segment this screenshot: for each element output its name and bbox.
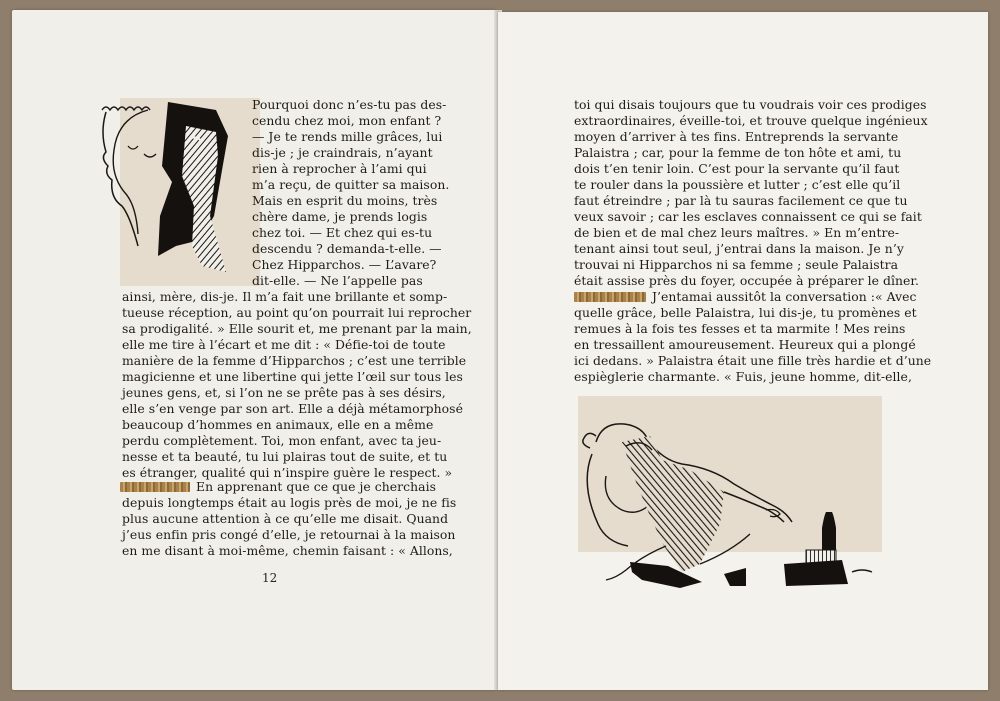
text-line: chez toi. — Et chez qui es-tu <box>252 225 433 240</box>
text-line: te rouler dans la poussière et lutter ; c’est elle qu’il <box>574 177 901 192</box>
text-line: elle me tire à l’écart et me dit : « Défie-toi de toute <box>122 337 446 352</box>
text-line: Palaistra ; car, pour la femme de ton hôte et ami, tu <box>574 145 902 160</box>
text-line: Chez Hipparchos. — L’avare? <box>252 257 437 272</box>
text-line: était assise près du foyer, occupée à préparer le dîner. <box>574 273 919 288</box>
text-line: jeunes gens, et, si l’on ne se prête pas à ses désirs, <box>122 385 446 400</box>
text-line: chère dame, je prends logis <box>252 209 428 224</box>
text-line: moyen d’arriver à tes fins. Entreprends la servante <box>574 129 899 144</box>
text-line: Pourquoi donc n’es-tu pas des- <box>252 97 447 112</box>
text-line: extraordinaires, éveille-toi, et trouve quelque ingénieux <box>574 113 928 128</box>
text-line: sa prodigalité. » Elle sourit et, me prenant par la main, <box>122 321 472 336</box>
text-line: es étranger, qualité qui n’inspire guère le respect. » <box>122 465 453 480</box>
text-line: beaucoup d’hommes en animaux, elle en a même <box>122 417 434 432</box>
text-line: ainsi, mère, dis-je. Il m’a fait une brillante et somp- <box>122 289 448 304</box>
text-line: quelle grâce, belle Palaistra, lui dis-je, tu promènes et <box>574 305 917 320</box>
text-line: veux savoir ; car les esclaves connaissent ce qui se fait <box>574 209 922 224</box>
woman-at-hearth-illustration <box>570 396 886 592</box>
text-line: en me disant à moi-même, chemin faisant : « Allons, <box>122 543 453 558</box>
text-line: de bien et de mal chez leurs maîtres. » En m’entre- <box>574 225 900 240</box>
text-line: trouvai ni Hipparchos ni sa femme ; seule Palaistra <box>574 257 899 272</box>
text-line: depuis longtemps était au logis près de moi, je ne fis <box>122 495 457 510</box>
text-line: magicienne et une libertine qui jette l’œil sur tous les <box>122 369 463 384</box>
text-line: rien à reprocher à l’ami qui <box>252 161 427 176</box>
text-line: toi qui disais toujours que tu voudrais voir ces prodiges <box>574 97 927 112</box>
gold-fleuron-right <box>574 292 646 302</box>
text-line: descendu ? demanda-t-elle. — <box>252 241 442 256</box>
text-line: faut étreindre ; par là tu sauras facilement ce que tu <box>574 193 908 208</box>
text-line: remues à la fois tes fesses et ta marmite ! Mes reins <box>574 321 906 336</box>
gold-fleuron-left <box>120 482 190 492</box>
text-line: en tressaillent amoureusement. Heureux qui a plongé <box>574 337 916 352</box>
text-line: En apprenant que ce que je cherchais <box>196 479 437 494</box>
text-line: j’eus enfin pris congé d’elle, je retournai à la maison <box>122 527 456 542</box>
text-line: perdu complètement. Toi, mon enfant, avec ta jeu- <box>122 433 442 448</box>
text-line: espièglerie charmante. « Fuis, jeune homme, dit-elle, <box>574 369 912 384</box>
text-line: ici dedans. » Palaistra était une fille très hardie et d’une <box>574 353 932 368</box>
text-line: dis-je ; je craindrais, n’ayant <box>252 145 433 160</box>
right-page <box>498 12 988 690</box>
two-faces-profile-illustration <box>98 96 260 288</box>
page-number: 12 <box>262 571 278 585</box>
text-line: cendu chez moi, mon enfant ? <box>252 113 442 128</box>
text-line: Mais en esprit du moins, très <box>252 193 438 208</box>
text-line: dois t’en tenir loin. C’est pour la servante qu’il faut <box>574 161 900 176</box>
text-line: tueuse réception, au point qu’on pourrait lui reprocher <box>122 305 472 320</box>
text-line: m’a reçu, de quitter sa maison. <box>252 177 450 192</box>
text-line: plus aucune attention à ce qu’elle me disait. Quand <box>122 511 449 526</box>
text-line: manière de la femme d’Hipparchos ; c’est une terrible <box>122 353 467 368</box>
text-line: elle s’en venge par son art. Elle a déjà métamorphosé <box>122 401 463 416</box>
text-line: tenant ainsi tout seul, j’entrai dans la maison. Je n’y <box>574 241 904 256</box>
text-line: — Je te rends mille grâces, lui <box>252 129 443 144</box>
text-line: J’entamai aussitôt la conversation :« Avec <box>652 289 917 304</box>
text-line: nesse et ta beauté, tu lui plairas tout de suite, et tu <box>122 449 448 464</box>
text-line: dit-elle. — Ne l’appelle pas <box>252 273 423 288</box>
left-page <box>12 10 496 690</box>
